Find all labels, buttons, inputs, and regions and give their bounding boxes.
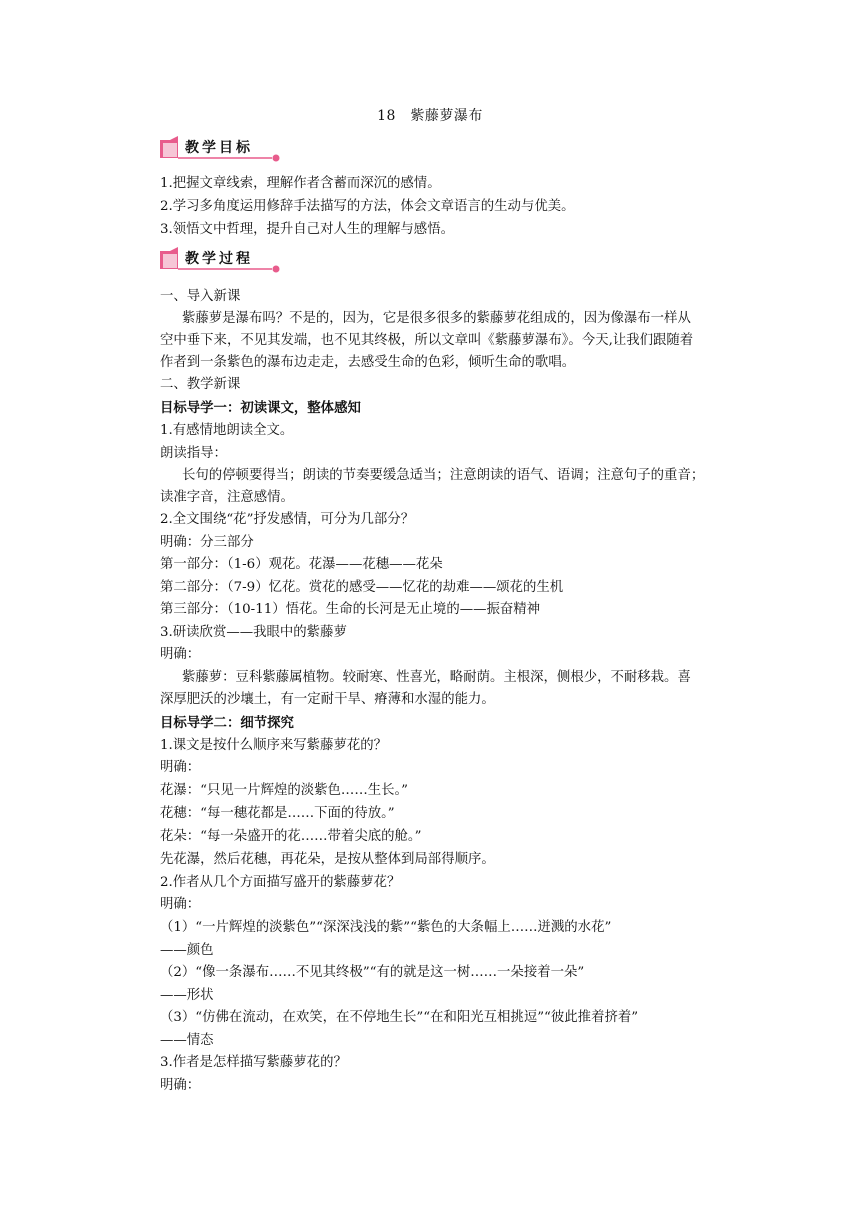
goal-item: 1.把握文章线索，理解作者含蓄而深沉的感情。: [160, 176, 441, 191]
body-line: 一、导入新课: [160, 289, 241, 304]
body-line: （3）“仿佛在流动，在欢笑，在不停地生长”“在和阳光互相挑逗”“彼此推着挤着”: [160, 1010, 639, 1025]
body-line: 花瀑：“只见一片辉煌的淡紫色……生长。”: [160, 783, 409, 798]
body-line: 先花瀑，然后花穗，再花朵，是按从整体到局部得顺序。: [160, 852, 495, 867]
body-line: ——颜色: [160, 943, 214, 958]
body-line: 第一部分：（1-6）观花。花瀑——花穗——花朵: [160, 557, 443, 572]
body-line: 紫藤萝是瀑布吗？不是的，因为，它是很多很多的紫藤萝花组成的，因为像瀑布一样从: [182, 311, 691, 326]
body-line: 花朵：“每一朵盛开的花……带着尖底的舱。”: [160, 829, 422, 844]
body-line: （2）“像一条瀑布……不见其终极”“有的就是这一树……一朵接着一朵”: [160, 965, 585, 980]
body-line: ——形状: [160, 988, 214, 1003]
section-heading-goals: 教学目标: [185, 140, 253, 156]
body-line: （1）“一片辉煌的淡紫色”“深深浅浅的紫”“紫色的大条幅上……迸溅的水花”: [160, 920, 612, 935]
body-line: 明确：: [160, 760, 201, 775]
body-line: 朗读指导：: [160, 446, 227, 461]
goal-item: 2.学习多角度运用修辞手法描写的方法，体会文章语言的生动与优美。: [160, 199, 575, 214]
body-line: ——情态: [160, 1033, 214, 1048]
section-banner-process: [160, 247, 282, 273]
subsection-heading: 目标导学二：细节探究: [160, 715, 294, 731]
body-line: 3.作者是怎样描写紫藤萝花的？: [160, 1055, 347, 1070]
body-line: 3.研读欣赏——我眼中的紫藤萝: [160, 625, 347, 640]
body-line: 明确：: [160, 647, 201, 662]
body-line: 空中垂下来，不见其发端，也不见其终极，所以文章叫《紫藤萝瀑布》。今天,让我们跟随着: [160, 333, 694, 348]
body-line: 读准字音，注意感情。: [160, 490, 294, 505]
body-line: 第二部分：（7-9）忆花。赏花的感受——忆花的劫难——颂花的生机: [160, 580, 564, 595]
body-line: 2.作者从几个方面描写盛开的紫藤萝花？: [160, 875, 401, 890]
body-line: 明确：: [160, 897, 201, 912]
body-line: 2.全文围绕“花”抒发感情，可分为几部分？: [160, 512, 415, 527]
section-banner-goals: [160, 136, 282, 162]
page-title: 18 紫藤萝瀑布: [377, 108, 483, 124]
body-line: 明确：分三部分: [160, 535, 254, 550]
body-line: 明确：: [160, 1078, 201, 1093]
body-line: 第三部分：（10-11）悟花。生命的长河是无止境的——振奋精神: [160, 602, 541, 617]
section-heading-process: 教学过程: [185, 251, 253, 267]
body-line: 长句的停顿要得当；朗读的节奏要缓急适当；注意朗读的语气、语调；注意句子的重音；: [182, 468, 705, 483]
goal-item: 3.领悟文中哲理，提升自己对人生的理解与感悟。: [160, 222, 454, 237]
body-line: 紫藤萝：豆科紫藤属植物。较耐寒、性喜光，略耐荫。主根深，侧根少，不耐移栽。喜: [182, 670, 691, 685]
body-line: 1.有感情地朗读全文。: [160, 423, 294, 438]
body-line: 作者到一条紫色的瀑布边走走，去感受生命的色彩，倾听生命的歌唱。: [160, 355, 576, 370]
body-line: 1.课文是按什么顺序来写紫藤萝花的？: [160, 738, 388, 753]
body-line: 深厚肥沃的沙壤土，有一定耐干旱、瘠薄和水湿的能力。: [160, 692, 495, 707]
subsection-heading: 目标导学一：初读课文，整体感知: [160, 400, 361, 416]
body-line: 二、教学新课: [160, 377, 241, 392]
body-line: 花穗：“每一穗花都是……下面的待放。”: [160, 806, 395, 821]
